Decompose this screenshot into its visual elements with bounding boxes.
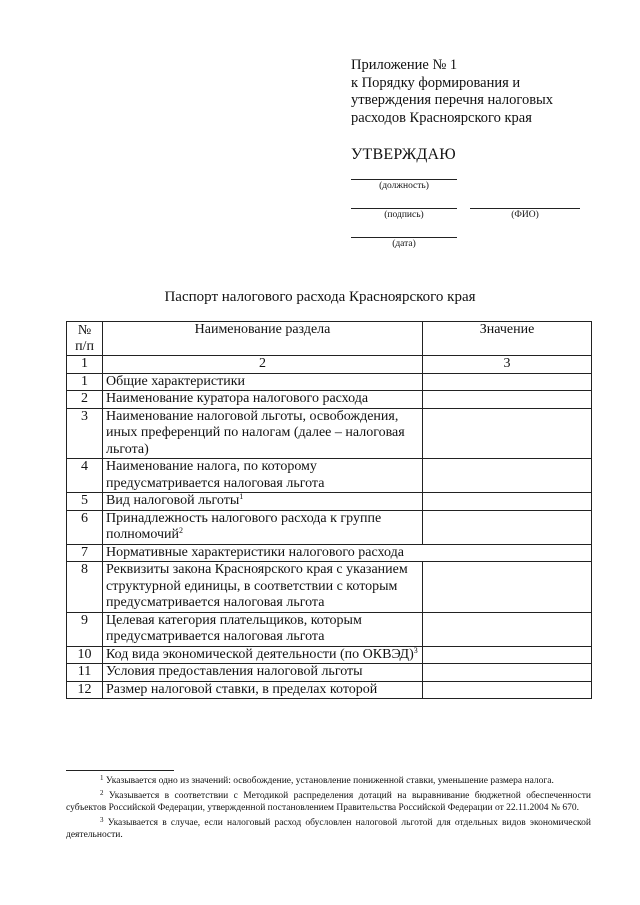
row-value-cell	[423, 612, 592, 646]
table-header-row	[67, 322, 592, 356]
row-number: 4	[67, 459, 103, 493]
row-value-cell	[423, 664, 592, 682]
row-section-name: Размер налоговой ставки, в пределах которой	[103, 681, 423, 699]
footnote-text: Указывается одно из значений: освобождение, установление пониженной ставки, уменьшение размера налога.	[105, 776, 554, 786]
table-row	[67, 391, 592, 409]
footnote-ref: 1	[239, 492, 244, 501]
row-section-name: Вид налоговой льготы$^1$	[103, 493, 423, 511]
name-caption: (ФИО)	[511, 210, 539, 220]
date-caption: (дата)	[392, 239, 416, 249]
footnote-text: Указывается в случае, если налоговый расход обусловлен налоговой льготой для отдельных видов экономической деятельности.	[66, 817, 592, 840]
footnotes	[66, 775, 591, 844]
row-number: 1	[67, 373, 103, 391]
annex-line: Приложение № 1	[351, 57, 458, 73]
row-number: 10	[67, 646, 103, 664]
signature-caption: (подпись)	[384, 210, 424, 220]
row-section-name: Целевая категория плательщиков, которым предусматривается налоговая льгота	[103, 612, 423, 646]
header-number	[67, 322, 103, 356]
row-value-cell	[423, 510, 592, 544]
row-value-cell	[423, 408, 592, 459]
footnote-mark: 3	[100, 815, 104, 824]
signature-line	[351, 208, 457, 209]
header-number-abbr: п/п	[75, 339, 94, 354]
table-row	[67, 664, 592, 682]
footnote	[66, 790, 591, 815]
approval-title: УТВЕРЖДАЮ	[351, 146, 456, 163]
row-section-name: Принадлежность налогового расхода к группе полномочий$^2$	[103, 510, 423, 544]
table-row	[67, 408, 592, 459]
row-section-name: Наименование налога, по которому предусматривается налоговая льгота	[103, 459, 423, 493]
row-section-name: Наименование куратора налогового расхода	[103, 391, 423, 409]
row-number: 2	[67, 391, 103, 409]
annex-header	[351, 57, 553, 127]
table-row	[67, 646, 592, 664]
row-value-cell	[423, 459, 592, 493]
passport-table	[66, 321, 592, 699]
row-number: 11	[67, 664, 103, 682]
table-row	[67, 544, 592, 562]
footnote-mark: 2	[100, 788, 104, 797]
header-section-name: Наименование раздела	[103, 322, 423, 356]
header-number-sign: №	[77, 323, 92, 338]
row-section-name: Условия предоставления налоговой льготы	[103, 664, 423, 682]
index-cell: 2	[103, 356, 423, 374]
document-title: Паспорт налогового расхода Красноярского края	[164, 289, 476, 305]
table-row	[67, 612, 592, 646]
row-section-name: Наименование налоговой льготы, освобождения, иных преференций по налогам (далее – налоговая льгота)	[103, 408, 423, 459]
row-value-cell	[423, 493, 592, 511]
footnote-ref: 3	[413, 645, 418, 655]
date-line	[351, 237, 457, 238]
footnote-ref: 2	[179, 526, 184, 535]
row-value-cell	[423, 562, 592, 613]
footnote-separator	[66, 770, 174, 771]
table-row	[67, 373, 592, 391]
annex-line: расходов Красноярского края	[351, 109, 532, 126]
row-section-name: Общие характеристики	[103, 373, 423, 391]
index-cell: 1	[67, 356, 103, 374]
header-value: Значение	[423, 322, 592, 356]
table-row	[67, 510, 592, 544]
footnote	[66, 817, 591, 842]
footnote-text: Указывается в соответствии с Методикой распределения дотаций на выравнивание бюджетной обеспеченности субъектов Российской Федерации, утвержденной постановлением Правительства Российской Федерации от 22.11.2004 № 670.	[66, 790, 591, 813]
row-value-cell	[423, 681, 592, 699]
row-number: 9	[67, 612, 103, 646]
table-row	[67, 493, 592, 511]
row-section-name: Нормативные характеристики налогового расхода	[103, 544, 592, 562]
index-cell: 3	[423, 356, 592, 374]
footnote-mark: 1	[100, 774, 104, 782]
row-number: 5	[67, 493, 103, 511]
position-caption: (должность)	[379, 181, 429, 191]
row-section-name: Реквизиты закона Красноярского края с указанием структурной единицы, в соответствии с которым предусматривается налоговая льгота	[103, 562, 423, 613]
row-value-cell	[423, 373, 592, 391]
annex-line: к Порядку формирования и	[351, 74, 521, 91]
table-index-row	[67, 356, 592, 374]
table-row	[67, 562, 592, 613]
row-number: 6	[67, 510, 103, 544]
row-value-cell	[423, 646, 592, 664]
row-number: 12	[67, 681, 103, 699]
annex-line: утверждения перечня налоговых	[351, 92, 554, 108]
row-value-cell	[423, 391, 592, 409]
position-line	[351, 179, 457, 180]
row-number: 7	[67, 544, 103, 562]
name-line	[470, 208, 580, 209]
table-row	[67, 681, 592, 699]
table-row	[67, 459, 592, 493]
row-number: 3	[67, 408, 103, 459]
footnote	[66, 775, 591, 788]
row-section-name: Код вида экономической деятельности (по ОКВЭД)$^3$	[103, 646, 423, 664]
row-number: 8	[67, 562, 103, 613]
